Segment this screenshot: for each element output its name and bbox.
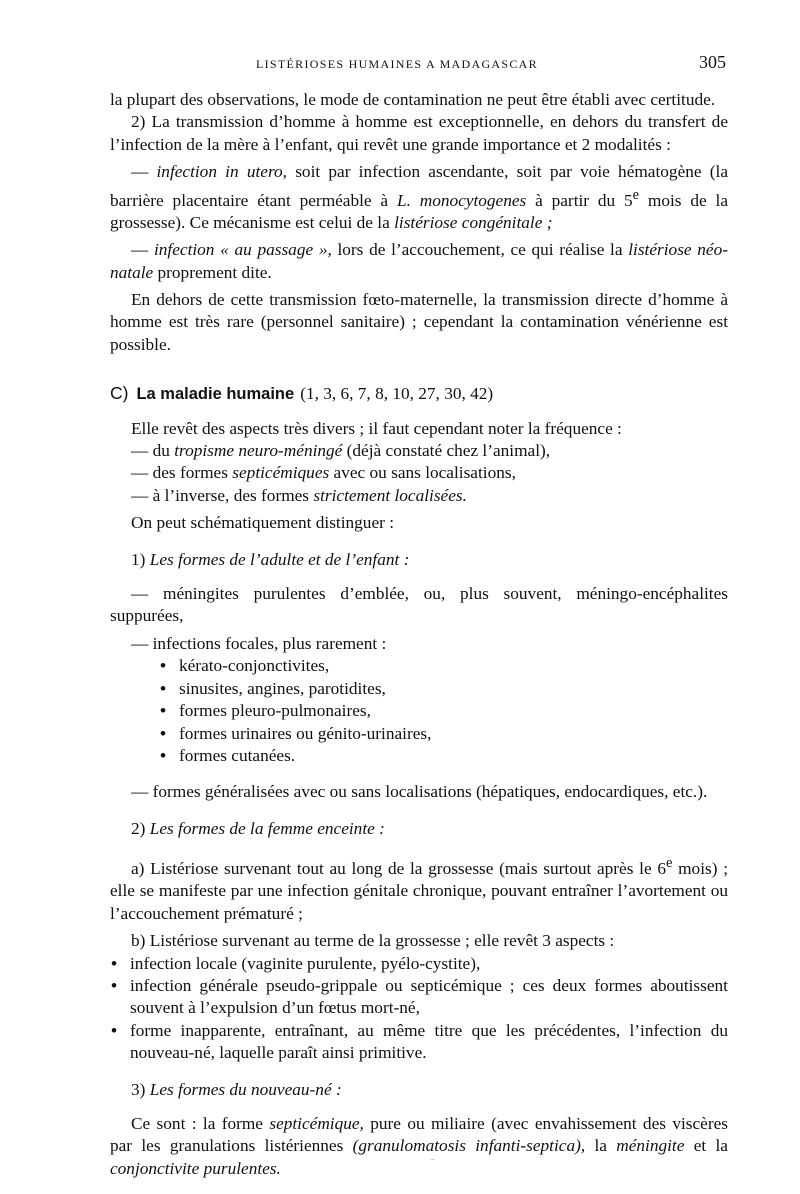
paragraph-contamination: la plupart des observations, le mode de contamination ne peut être établi avec certitude.: [110, 90, 716, 109]
term: septicémiques: [232, 463, 330, 483]
paragraph-foeto-maternelle: En dehors de cette transmission fœto-maternelle, la transmission directe d’homme à homme est très rare (personnel sanitaire) ; cependant la contamination vénérienne est possible.: [110, 290, 728, 354]
paragraph-generalisees: — formes généralisées avec ou sans localisations (hépatiques, endocardiques, etc.).: [131, 782, 708, 802]
subheading-femme-enceinte: [110, 818, 728, 840]
text: lors de l’accouchement, ce qui réalise la: [331, 240, 629, 260]
bullet-list-aspects: [110, 953, 728, 1065]
subheading-adulte: [110, 549, 728, 571]
paragraph-infections-focales: — infections focales, plus rarement :: [131, 633, 387, 653]
text: Ce sont : la forme: [131, 1113, 270, 1133]
dash: —: [131, 162, 157, 182]
text: et la: [684, 1136, 728, 1156]
text: mois) ; elle se manifeste par une infection génitale chronique, pouvant entraîner l’avortement ou l’accouchement prématuré ;: [110, 858, 728, 923]
term-congenitale: listériose congénitale ;: [394, 212, 553, 232]
subheading-number: 3): [131, 1079, 150, 1099]
text: pure ou miliaire (avec envahissement des viscères par les granulations listériennes: [110, 1113, 728, 1156]
term-neo-natale: listériose néo-natale: [110, 240, 728, 282]
superscript: e: [632, 186, 640, 203]
paragraph-meningites: — méningites purulentes d’emblée, ou, plus souvent, méningo-encéphalites suppurées,: [110, 584, 728, 626]
term-au-passage: infection « au passage »,: [153, 240, 332, 260]
text: la: [585, 1136, 617, 1156]
bullet-list-focales: [110, 655, 728, 767]
term: tropisme neuro-méningé: [174, 441, 343, 461]
list-item: • forme inapparente, entraînant, au même titre que les précédentes, l’infection du nouveau-né, laquelle paraît ainsi primitive.: [110, 1020, 728, 1065]
text: — du: [131, 441, 175, 461]
section-references: (1, 3, 6, 7, 8, 10, 27, 30, 42): [300, 384, 494, 404]
paragraph-nouveau-ne: [110, 1113, 728, 1180]
text: — à l’inverse, des formes: [131, 485, 314, 505]
text: à partir du 5: [526, 190, 633, 210]
text: (déjà constaté chez l’animal),: [342, 441, 551, 461]
term: septicémique,: [269, 1113, 364, 1133]
paragraph-distinguer: On peut schématiquement distinguer :: [131, 513, 394, 533]
text: soit par infection ascendante, soit par voie hématogène (la barrière placentaire étant perméable à: [110, 162, 728, 210]
list-item-septicemiques: [110, 462, 728, 484]
subheading-number: 2): [131, 818, 150, 838]
superscript: e: [666, 855, 673, 872]
list-item: • kérato-conjonctivites,: [110, 655, 728, 677]
list-item-localisees: [110, 485, 728, 507]
text: avec ou sans localisations,: [329, 463, 516, 483]
list-item: • infection locale (vaginite purulente, pyélo-cystite),: [110, 953, 728, 975]
page-number: 305: [699, 52, 726, 72]
species-name: L. monocytogenes: [396, 190, 527, 210]
text: mois de la grossesse). Ce mécanisme est celui de la: [110, 190, 729, 232]
text: proprement dite.: [153, 262, 272, 282]
term-in-utero: infection in utero,: [156, 162, 287, 182]
list-item: • infection générale pseudo-grippale ou septicémique ; ces deux formes aboutissent souvent à l’expulsion d’un fœtus mort-né,: [110, 975, 728, 1020]
section-letter: C): [110, 383, 129, 404]
term: (granulomatosis infanti-septica),: [352, 1136, 586, 1156]
text: — des formes: [131, 463, 233, 483]
text: a) Listériose survenant tout au long de la grossesse (mais surtout après le 6: [131, 858, 666, 878]
section-heading: [110, 382, 728, 405]
running-title: LISTÉRIOSES HUMAINES A MADAGASCAR: [256, 57, 538, 71]
subheading-title: Les formes de la femme enceinte :: [149, 818, 385, 838]
subheading-number: 1): [131, 549, 150, 569]
list-item: • formes cutanées.: [110, 745, 728, 767]
list-item: • formes pleuro-pulmonaires,: [110, 700, 728, 722]
term: méningite: [616, 1136, 685, 1156]
list-item: • sinusites, angines, parotidites,: [110, 678, 728, 700]
page-header: [110, 52, 728, 76]
paragraph-item-b: b) Listériose survenant au terme de la grossesse ; elle revêt 3 aspects :: [131, 931, 615, 951]
paragraph-au-passage: [110, 239, 728, 284]
paragraph-in-utero: [110, 161, 728, 234]
term: strictement localisées.: [313, 485, 467, 505]
paragraph-transmission: 2) La transmission d’homme à homme est exceptionnelle, en dehors du transfert de l’infection de la mère à l’enfant, qui revêt une grande importance et 2 modalités :: [110, 112, 728, 154]
subheading-nouveau-ne: [110, 1079, 728, 1101]
subheading-title: Les formes du nouveau-né :: [149, 1079, 342, 1099]
paragraph-item-a: [110, 852, 728, 925]
list-item: • formes urinaires ou génito-urinaires,: [110, 723, 728, 745]
paragraph-section-intro: Elle revêt des aspects très divers ; il faut cependant noter la fréquence :: [131, 418, 622, 438]
list-item-tropisme: [110, 440, 728, 462]
dash: —: [131, 240, 154, 260]
subheading-title: Les formes de l’adulte et de l’enfant :: [149, 549, 410, 569]
section-title: La maladie humaine: [136, 385, 295, 404]
scan-mark: ⁻: [430, 1157, 436, 1168]
term: conjonctivite purulentes.: [110, 1158, 281, 1178]
